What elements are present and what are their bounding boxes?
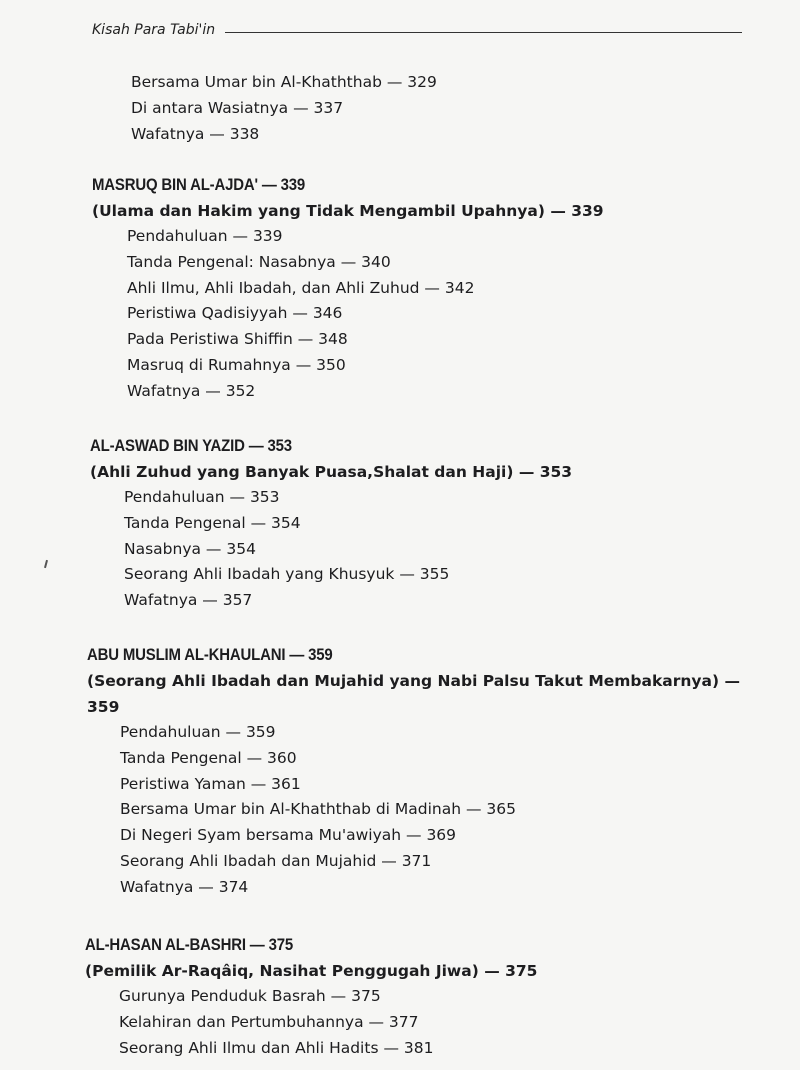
section-heading: MASRUQ BIN AL-AJDA' — 339 <box>92 175 306 194</box>
section-items <box>120 720 787 901</box>
toc-entry: Bersama Umar bin Al-Khaththab di Madinah — 365 <box>120 800 517 819</box>
toc-section-al-hasan <box>85 932 785 1061</box>
header-rule <box>225 32 742 33</box>
toc-entry: Masruq di Rumahnya — 350 <box>127 355 346 374</box>
toc-entry: Pendahuluan — 359 <box>120 723 276 741</box>
toc-entry: Bersama Umar bin Al-Khaththab — 329 <box>131 73 437 91</box>
section-subtitle: (Ulama dan Hakim yang Tidak Mengambil Upahnya) — 339 <box>92 202 604 220</box>
toc-section-abu-muslim <box>87 642 787 901</box>
toc-entry: Peristiwa Yaman — 361 <box>120 774 301 793</box>
section-heading: ABU MUSLIM AL-KHAULANI — 359 <box>87 645 333 664</box>
toc-entry: Pendahuluan — 339 <box>127 227 283 245</box>
toc-entry: Di Negeri Syam bersama Mu'awiyah — 369 <box>120 826 457 845</box>
toc-entry: Pendahuluan — 353 <box>124 488 280 506</box>
toc-entry: Wafatnya — 357 <box>124 591 253 610</box>
toc-entry: Seorang Ahli Ibadah dan Mujahid — 371 <box>120 851 432 870</box>
toc-section-al-aswad <box>90 433 790 614</box>
toc-entry: Tanda Pengenal: Nasabnya — 340 <box>127 252 391 271</box>
toc-entry: Nasabnya — 354 <box>124 539 256 558</box>
toc-entry: Gurunya Penduduk Basrah — 375 <box>119 987 381 1005</box>
toc-entry: Ahli Ilmu, Ahli Ibadah, dan Ahli Zuhud — 342 <box>127 278 475 297</box>
section-items <box>127 224 792 405</box>
section-heading: AL-ASWAD BIN YAZID — 353 <box>90 436 292 455</box>
toc-entry: Wafatnya — 352 <box>127 381 256 400</box>
toc-entry: Peristiwa Qadisiyyah — 346 <box>127 304 343 323</box>
stray-ink-mark <box>44 560 48 568</box>
toc-entry: Tanda Pengenal — 354 <box>124 513 301 532</box>
toc-section-masruq <box>92 172 792 405</box>
section-subtitle: (Seorang Ahli Ibadah dan Mujahid yang Nabi Palsu Takut Membakarnya) — 359 <box>87 672 740 716</box>
section-heading: AL-HASAN AL-BASHRI — 375 <box>85 935 294 954</box>
toc-entry: Seorang Ahli Ilmu dan Ahli Hadits — 381 <box>119 1038 434 1057</box>
toc-entry: Tanda Pengenal — 360 <box>120 748 297 767</box>
toc-entry: Wafatnya — 338 <box>131 124 260 143</box>
section-items <box>124 485 790 614</box>
toc-entry: Di antara Wasiatnya — 337 <box>131 98 344 117</box>
section-subtitle: (Pemilik Ar-Raqâiq, Nasihat Penggugah Jiwa) — 375 <box>85 962 538 980</box>
toc-entry: Kelahiran dan Pertumbuhannya — 377 <box>119 1012 419 1031</box>
running-title: Kisah Para Tabi'in <box>92 22 216 38</box>
page-header <box>92 18 742 42</box>
section-items <box>119 984 785 1061</box>
toc-entry: Wafatnya — 374 <box>120 877 249 896</box>
toc-entry: Seorang Ahli Ibadah yang Khusyuk — 355 <box>124 565 450 584</box>
continued-items <box>131 70 437 147</box>
toc-entry: Pada Peristiwa Shiffin — 348 <box>127 330 348 349</box>
section-subtitle: (Ahli Zuhud yang Banyak Puasa,Shalat dan Haji) — 353 <box>90 463 573 481</box>
